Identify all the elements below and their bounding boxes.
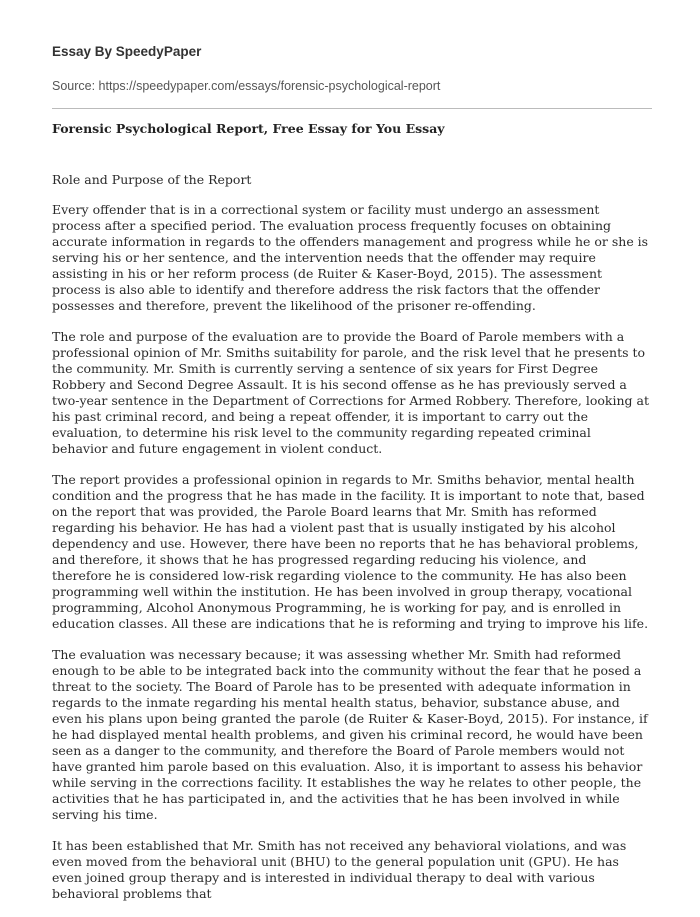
paragraph: Every offender that is in a correctional system or facility must undergo an assessment process after a specified period. The evaluation process frequently focuses on obtaining accurate information in regards to the offenders management and progress while he or she is serving his or her sentence, and the intervention needs that the offender may require assisting in his or her reform process (de Ruiter & Kaser-Boyd, 2015). The assessment process is also able to identify and therefore address the risk factors that the offender possesses and therefore, prevent the likelihood of the prisoner re-offending. xyxy=(52,202,649,313)
brand-label: Essay By SpeedyPaper xyxy=(52,44,202,59)
essay-title: Forensic Psychological Report, Free Essay for You Essay xyxy=(52,121,445,136)
source-line: Source: https://speedypaper.com/essays/forensic-psychological-report xyxy=(52,79,441,93)
paragraph: The report provides a professional opinion in regards to Mr. Smiths behavior, mental health condition and the progress that he has made in the facility. It is important to note that, based on the report that was provided, the Parole Board learns that Mr. Smith has reformed regarding his behavior. He has had a violent past that is usually instigated by his alcohol dependency and use. However, there have been no reports that he has behavioral problems, and therefore, it shows that he has progressed regarding reducing his violence, and therefore he is considered low-risk regarding violence to the community. He has also been programming well within the institution. He has been involved in group therapy, vocational programming, Alcohol Anonymous Programming, he is working for pay, and is enrolled in education classes. All these are indications that he is reforming and trying to improve his life. xyxy=(52,472,649,631)
essay-body xyxy=(52,172,649,917)
document-header xyxy=(52,44,652,93)
paragraph: The evaluation was necessary because; it was assessing whether Mr. Smith had reformed enough to be able to be integrated back into the community without the fear that he posed a threat to the society. The Board of Parole has to be presented with adequate information in regards to the inmate regarding his mental health status, behavior, substance abuse, and even his plans upon being granted the parole (de Ruiter & Kaser-Boyd, 2015). For instance, if he had displayed mental health problems, and given his criminal record, he would have been seen as a danger to the community, and therefore the Board of Parole members would not have granted him parole based on this evaluation. Also, it is important to assess his behavior while serving in the corrections facility. It establishes the way he relates to other people, the activities that he has participated in, and the activities that he has been involved in while serving his time. xyxy=(52,647,648,822)
header-divider xyxy=(52,108,652,109)
section-heading: Role and Purpose of the Report xyxy=(52,172,252,187)
paragraph: It has been established that Mr. Smith has not received any behavioral violations, and was even moved from the behavioral unit (BHU) to the general population unit (GPU). He has even joined group therapy and is interested in individual therapy to deal with various behavioral problems that xyxy=(52,838,627,901)
paragraph: The role and purpose of the evaluation are to provide the Board of Parole members with a professional opinion of Mr. Smiths suitability for parole, and the risk level that he presents to the community. Mr. Smith is currently serving a sentence of six years for First Degree Robbery and Second Degree Assault. It is his second offense as he has previously served a two-year sentence in the Department of Corrections for Armed Robbery. Therefore, looking at his past criminal record, and being a repeat offender, it is important to carry out the evaluation, to determine his risk level to the community regarding repeated criminal behavior and future engagement in violent conduct. xyxy=(52,329,649,456)
